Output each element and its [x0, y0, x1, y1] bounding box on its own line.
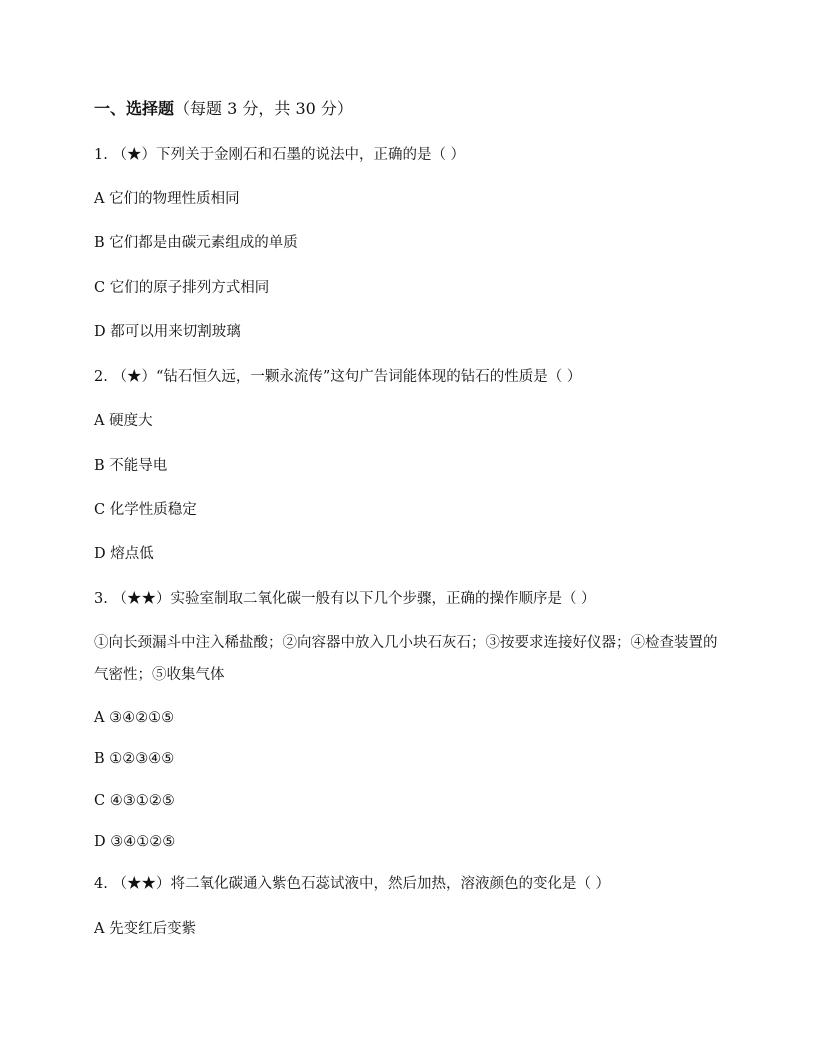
- question-stem: 4. （★★）将二氧化碳通入紫色石蕊试液中，然后加热，溶液颜色的变化是（ ）: [94, 876, 611, 892]
- section-note: （每题 3 分，共 30 分）: [174, 99, 353, 118]
- option-a: A 它们的物理性质相同: [94, 191, 240, 207]
- option-d: D ③④①②⑤: [94, 834, 176, 850]
- option-d: D 都可以用来切割玻璃: [94, 324, 241, 340]
- option-b: B 不能导电: [94, 458, 168, 474]
- option-d: D 熔点低: [94, 546, 154, 562]
- question-stem: 3. （★★）实验室制取二氧化碳一般有以下几个步骤，正确的操作顺序是（ ）: [94, 591, 596, 607]
- question-stem: 2. （★）“钻石恒久远，一颗永流传”这句广告词能体现的钻石的性质是（ ）: [94, 369, 582, 385]
- option-c: C 化学性质稳定: [94, 502, 197, 518]
- option-a: A 硬度大: [94, 413, 153, 429]
- section-title: 一、选择题: [94, 99, 175, 118]
- option-c: C ④③①②⑤: [94, 793, 175, 809]
- option-b: B ①②③④⑤: [94, 751, 175, 767]
- section-heading: [94, 96, 353, 119]
- option-a: A ③④②①⑤: [94, 710, 175, 726]
- option-c: C 它们的原子排列方式相同: [94, 280, 270, 296]
- option-b: B 它们都是由碳元素组成的单质: [94, 235, 298, 251]
- question-detail: ①向长颈漏斗中注入稀盐酸；②向容器中放入几小块石灰石；③按要求连接好仪器；④检查装置的气密性；⑤收集气体: [94, 635, 718, 683]
- question-stem: 1. （★）下列关于金刚石和石墨的说法中，正确的是（ ）: [94, 147, 466, 163]
- option-a: A 先变红后变紫: [94, 921, 197, 937]
